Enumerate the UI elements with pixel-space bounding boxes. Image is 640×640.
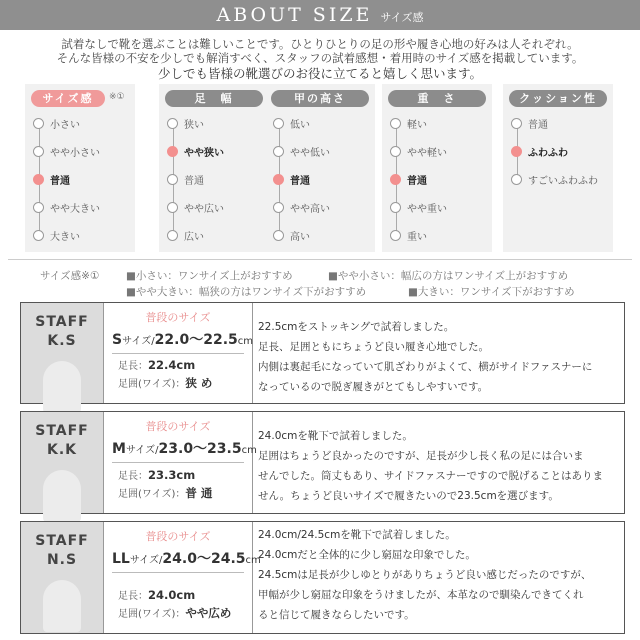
- option-dot: [33, 146, 44, 157]
- rating-panel: [265, 84, 375, 252]
- comment-line: 甲幅が少し窮屈な印象をうけましたが、本革なので馴染んできてくれ: [258, 589, 584, 601]
- option-label: 広い: [184, 232, 204, 243]
- usual-size-label: 普段のサイズ: [145, 420, 211, 433]
- foot-length-value: 22.4cm: [148, 358, 196, 372]
- comment-line: 足囲はちょうど良かったのですが、足長が少し長く私の足には合いま: [258, 450, 584, 462]
- staff-card: [20, 302, 625, 404]
- panel-title: サイズ感: [31, 90, 105, 107]
- panel-note: ※①: [109, 92, 125, 102]
- staff-silhouette: [43, 361, 81, 413]
- comment-line: 24.0cm/24.5cmを靴下で試着しました。: [258, 529, 456, 541]
- foot-length-value: 23.3cm: [148, 468, 196, 482]
- comment-line: せん。ちょうど良いサイズで履きたいので23.5cmを選びます。: [258, 490, 559, 502]
- option-dot: [167, 202, 178, 213]
- divider: [112, 353, 244, 354]
- foot-width-value: 普 通: [185, 486, 213, 500]
- legend-item: ■やや小さい：幅広の方はワンサイズ上がおすすめ: [328, 270, 569, 282]
- panel-title: 甲の高さ: [271, 90, 369, 107]
- option-dot: [273, 230, 284, 241]
- staff-card: [20, 411, 625, 514]
- staff-initials: K.K: [46, 442, 77, 458]
- option-label: やや小さい: [50, 148, 100, 159]
- staff-label-block: [21, 313, 103, 351]
- foot-length: [118, 587, 195, 602]
- option-dot: [33, 202, 44, 213]
- option-label: ふわふわ: [528, 148, 568, 159]
- size-word: サイズ/: [129, 555, 163, 566]
- foot-length-label: 足長：: [118, 361, 148, 372]
- usual-size-label: 普段のサイズ: [145, 530, 211, 543]
- size-unit: cm: [241, 445, 257, 456]
- option-dot: [390, 146, 401, 157]
- staff-label-block: [21, 532, 103, 570]
- legend-label: サイズ感※①: [40, 270, 100, 282]
- foot-width-value: 狭 め: [185, 376, 213, 390]
- divider: [112, 572, 244, 573]
- size-unit: cm: [245, 555, 261, 566]
- option-label: 高い: [290, 232, 310, 243]
- foot-length-value: 24.0cm: [148, 588, 196, 602]
- staff-silhouette: [43, 470, 81, 522]
- staff-card: [20, 521, 625, 634]
- intro-line-3: 少しでも皆様の靴選びのお役に立てると嬉しく思います。: [157, 66, 482, 81]
- staff-silhouette: [43, 580, 81, 632]
- panel-title: クッション性: [509, 90, 607, 107]
- option-dot: [33, 230, 44, 241]
- option-label: やや広い: [184, 204, 224, 215]
- option-label: やや重い: [407, 204, 447, 215]
- foot-width: [118, 375, 212, 391]
- option-dot: [511, 118, 522, 129]
- foot-width-label: 足囲(ワイズ)：: [118, 609, 186, 620]
- staff-label: STAFF: [35, 314, 89, 330]
- header-title: ABOUT SIZE: [216, 4, 373, 26]
- option-label: 普通: [528, 120, 548, 131]
- header-subtitle: サイズ感: [380, 11, 424, 24]
- rating-panel: [159, 84, 269, 252]
- foot-length: [118, 467, 195, 482]
- option-dot: [273, 202, 284, 213]
- option-dot: [167, 174, 178, 185]
- staff-id-cell: [21, 303, 103, 403]
- option-label: 普通: [290, 176, 310, 187]
- option-label: 狭い: [184, 120, 204, 131]
- foot-width-label: 足囲(ワイズ)：: [118, 489, 186, 500]
- option-dot: [167, 230, 178, 241]
- comment-line: ると信じて履きならしたいです。: [258, 609, 415, 621]
- option-dot: [167, 118, 178, 129]
- option-dot: [390, 230, 401, 241]
- size-letter: S: [112, 332, 123, 348]
- selected-dot: [511, 146, 522, 157]
- size-range: 24.0〜24.5: [162, 551, 246, 567]
- staff-initials: K.S: [47, 333, 77, 349]
- foot-length-label: 足長：: [118, 471, 148, 482]
- size-letter: M: [112, 441, 126, 457]
- option-label: やや高い: [290, 204, 330, 215]
- option-label: 低い: [290, 120, 310, 131]
- size-range: 23.0〜23.5: [158, 441, 242, 457]
- option-dot: [33, 118, 44, 129]
- option-label: 大きい: [50, 232, 80, 243]
- option-label: やや軽い: [407, 148, 447, 159]
- usual-size-label: 普段のサイズ: [145, 311, 211, 324]
- size-word: サイズ/: [122, 336, 155, 347]
- staff-size-cell: [103, 522, 261, 633]
- staff-comment-cell: [258, 303, 616, 403]
- option-dot: [390, 202, 401, 213]
- foot-width-label: 足囲(ワイズ)：: [118, 379, 186, 390]
- size-unit: cm: [237, 336, 254, 347]
- option-label: 小さい: [50, 120, 80, 131]
- header-banner: [0, 0, 640, 30]
- selected-dot: [167, 146, 178, 157]
- legend-item: ■大きい：ワンサイズ下がおすすめ: [408, 286, 575, 298]
- staff-id-cell: [21, 412, 103, 513]
- staff-initials: N.S: [46, 552, 78, 568]
- option-label: 普通: [407, 176, 427, 187]
- staff-comment-cell: [258, 412, 616, 513]
- usual-size: [112, 548, 261, 568]
- rating-panel: [25, 84, 135, 252]
- option-dot: [511, 174, 522, 185]
- legend-item: ■小さい：ワンサイズ上がおすすめ: [126, 270, 293, 282]
- staff-label-block: [21, 422, 103, 460]
- option-dot: [390, 118, 401, 129]
- foot-width-value: やや広め: [185, 606, 232, 620]
- size-range: 22.0〜22.5: [154, 332, 238, 348]
- option-dot: [273, 118, 284, 129]
- comment-line: 24.5cmは足長が少しゆとりがありちょうど良い感じだったのですが、: [258, 569, 592, 581]
- staff-label: STAFF: [35, 423, 89, 439]
- panel-title: 重 さ: [388, 90, 486, 107]
- comment-line: 24.0cmを靴下で試着しました。: [258, 430, 413, 442]
- staff-label: STAFF: [35, 533, 89, 549]
- foot-width: [118, 605, 231, 621]
- staff-id-cell: [21, 522, 103, 633]
- section-divider: [8, 259, 632, 260]
- legend-item: ■やや大きい：幅狭の方はワンサイズ下がおすすめ: [126, 286, 367, 298]
- selected-dot: [390, 174, 401, 185]
- comment-line: せんでした。筒丈もあり、サイドファスナーですので脱げることはありま: [258, 470, 604, 482]
- option-label: やや大きい: [50, 204, 100, 215]
- option-dot: [273, 146, 284, 157]
- intro-line-2: そんな皆様の不安を少しでも解消すべく、スタッフの試着感想・着用時のサイズ感を掲載しています。: [56, 51, 584, 65]
- option-label: 軽い: [407, 120, 427, 131]
- rating-panel: [382, 84, 492, 252]
- foot-length: [118, 357, 195, 372]
- rating-panel: [503, 84, 613, 252]
- selected-dot: [33, 174, 44, 185]
- selected-dot: [273, 174, 284, 185]
- foot-length-label: 足長：: [118, 591, 148, 602]
- usual-size: [112, 438, 257, 458]
- divider: [112, 462, 244, 463]
- option-label: やや低い: [290, 148, 330, 159]
- size-letter: LL: [112, 551, 130, 567]
- staff-size-cell: [103, 412, 257, 513]
- comment-line: 足長、足囲ともにちょうど良い履き心地でした。: [258, 341, 489, 353]
- comment-line: 22.5cmをストッキングで試着しました。: [258, 321, 455, 333]
- comment-line: 24.0cmだと全体的に少し窮屈な印象でした。: [258, 549, 476, 561]
- option-label: 普通: [50, 176, 70, 187]
- comment-line: 内側は裏起毛になっていて肌ざわりがよくて、横がサイドファスナーに: [258, 361, 593, 373]
- staff-size-cell: [103, 303, 253, 403]
- option-label: 普通: [184, 176, 204, 187]
- comment-line: なっているので脱ぎ履きがとてもしやすいです。: [258, 381, 489, 393]
- option-label: 重い: [407, 232, 427, 243]
- option-label: すごいふわふわ: [528, 176, 598, 187]
- panel-title: 足 幅: [165, 90, 263, 107]
- foot-width: [118, 485, 212, 501]
- option-label: やや狭い: [184, 148, 224, 159]
- usual-size: [112, 329, 253, 349]
- intro-line-1: 試着なしで靴を選ぶことは難しいことです。ひとりひとりの足の形や履き心地の好みは人それぞれ。: [61, 37, 579, 51]
- staff-comment-cell: [258, 522, 616, 633]
- size-word: サイズ/: [125, 445, 159, 456]
